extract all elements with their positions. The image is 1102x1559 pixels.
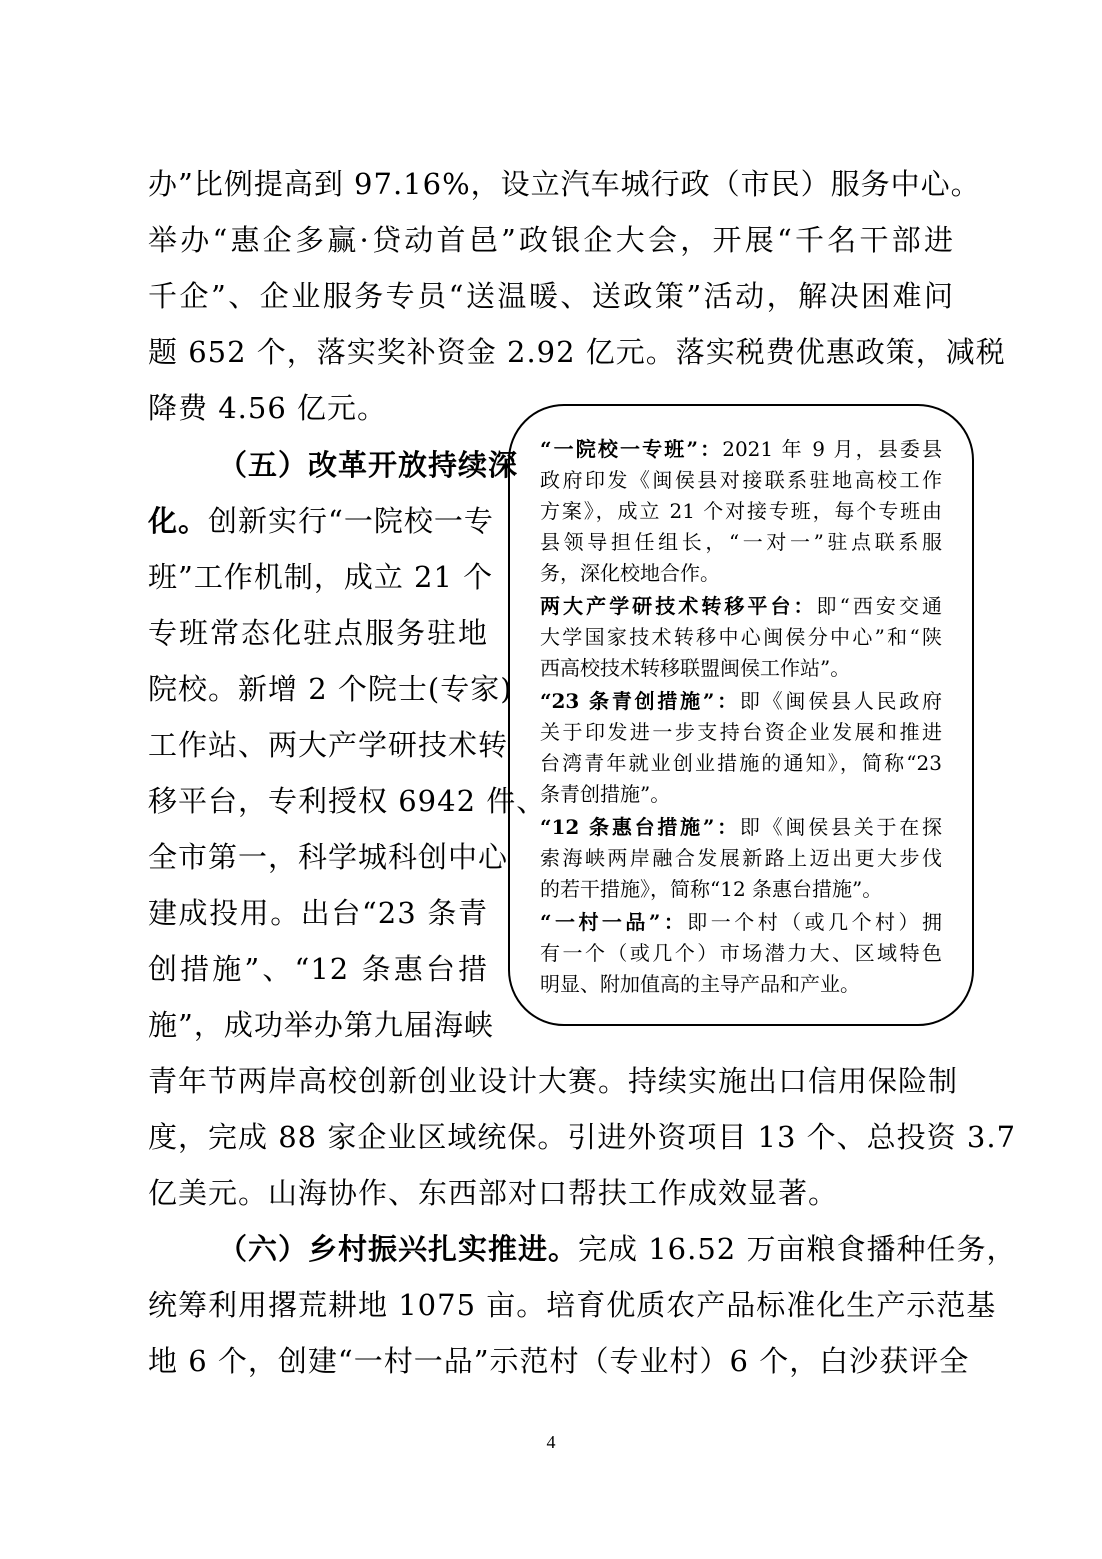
body-line: 院校。新增 2 个院士(专家)	[148, 672, 513, 706]
note-line	[540, 434, 942, 465]
body-line: 统筹利用撂荒耕地 1075 亩。培育优质农产品标准化生产示范基	[148, 1288, 997, 1322]
note-line: 政府印发《闽侯县对接联系驻地高校工作	[540, 468, 942, 492]
note-term: “一村一品”：	[540, 910, 688, 934]
note-term: “23 条青创措施”：	[540, 689, 740, 713]
section5-heading	[218, 445, 519, 485]
body-line: 降费 4.56 亿元。	[148, 391, 388, 425]
body-text: 创新实行“一院校一专	[208, 504, 494, 538]
body-line: 亿美元。山海协作、东西部对口帮扶工作成效显著。	[148, 1176, 839, 1210]
note-term: “一院校一专班”：	[540, 437, 723, 461]
body-line: 班”工作机制，成立 21 个	[148, 560, 494, 594]
note-line	[540, 591, 942, 622]
note-line: 大学国家技术转移中心闽侯分中心”和“陕	[540, 625, 942, 649]
note-text: 2021 年 9 月，县委县	[722, 437, 942, 461]
body-line: 工作站、两大产学研技术转	[148, 728, 509, 762]
note-line: 有一个（或几个）市场潜力大、区域特色	[540, 941, 942, 965]
body-line: 全市第一，科学城科创中心	[148, 840, 509, 874]
note-text: 即《闽侯县关于在探	[739, 815, 942, 839]
body-line: 地 6 个，创建“一村一品”示范村（专业村）6 个，白沙获评全	[148, 1344, 970, 1378]
body-line: 创措施”、“12 条惠台措	[148, 952, 488, 986]
body-line: 移平台，专利授权 6942 件、	[148, 784, 547, 818]
note-line	[540, 907, 942, 938]
body-line	[218, 1229, 1017, 1269]
note-term: “12 条惠台措施”：	[540, 815, 740, 839]
body-line: 施”，成功举办第九届海峡	[148, 1008, 494, 1042]
note-line: 关于印发进一步支持台资企业发展和推进	[540, 720, 942, 744]
section5-heading-end: 化。	[148, 504, 209, 538]
note-line: 的若干措施》，简称“12 条惠台措施”。	[540, 877, 883, 901]
note-line: 西高校技术转移联盟闽侯工作站”。	[540, 656, 851, 680]
note-line	[540, 686, 942, 717]
note-line	[540, 812, 942, 843]
body-line: 度，完成 88 家企业区域统保。引进外资项目 13 个、总投资 3.7	[148, 1120, 1017, 1154]
note-line: 务，深化校地合作。	[540, 561, 720, 585]
body-line: 专班常态化驻点服务驻地	[148, 616, 488, 650]
body-line: 建成投用。出台“23 条青	[148, 896, 488, 930]
note-line: 索海峡两岸融合发展新路上迈出更大步伐	[540, 846, 942, 870]
body-line: 举办“惠企多赢·贷动首邑”政银企大会，开展“千名干部进	[148, 223, 954, 257]
note-text: 即一个村（或几个村）拥	[687, 910, 942, 934]
body-text: 完成 16.52 万亩粮食播种任务，	[578, 1232, 1017, 1266]
note-line: 条青创措施”。	[540, 782, 671, 806]
body-line	[148, 501, 494, 541]
note-text: 即“西安交通	[816, 594, 942, 618]
note-text: 即《闽侯县人民政府	[739, 689, 942, 713]
section6-heading: （六）乡村振兴扎实推进。	[218, 1232, 579, 1266]
body-line: 青年节两岸高校创新创业设计大赛。持续实施出口信用保险制	[148, 1064, 959, 1098]
section5-heading-text: （五）改革开放持续深	[218, 448, 519, 482]
note-line: 县领导担任组长，“一对一”驻点联系服	[540, 530, 942, 554]
body-line: 题 652 个，落实奖补资金 2.92 亿元。落实税费优惠政策，减税	[148, 335, 1006, 369]
note-line: 方案》，成立 21 个对接专班，每个专班由	[540, 499, 942, 523]
page-number: 4	[546, 1432, 556, 1452]
body-line: 办”比例提高到 97.16%，设立汽车城行政（市民）服务中心。	[148, 167, 981, 201]
note-term: 两大产学研技术转移平台：	[540, 594, 817, 618]
body-line: 千企”、企业服务专员“送温暖、送政策”活动，解决困难问	[148, 279, 954, 313]
note-line: 明显、附加值高的主导产品和产业。	[540, 972, 860, 996]
note-line: 台湾青年就业创业措施的通知》，简称“23	[540, 751, 942, 775]
